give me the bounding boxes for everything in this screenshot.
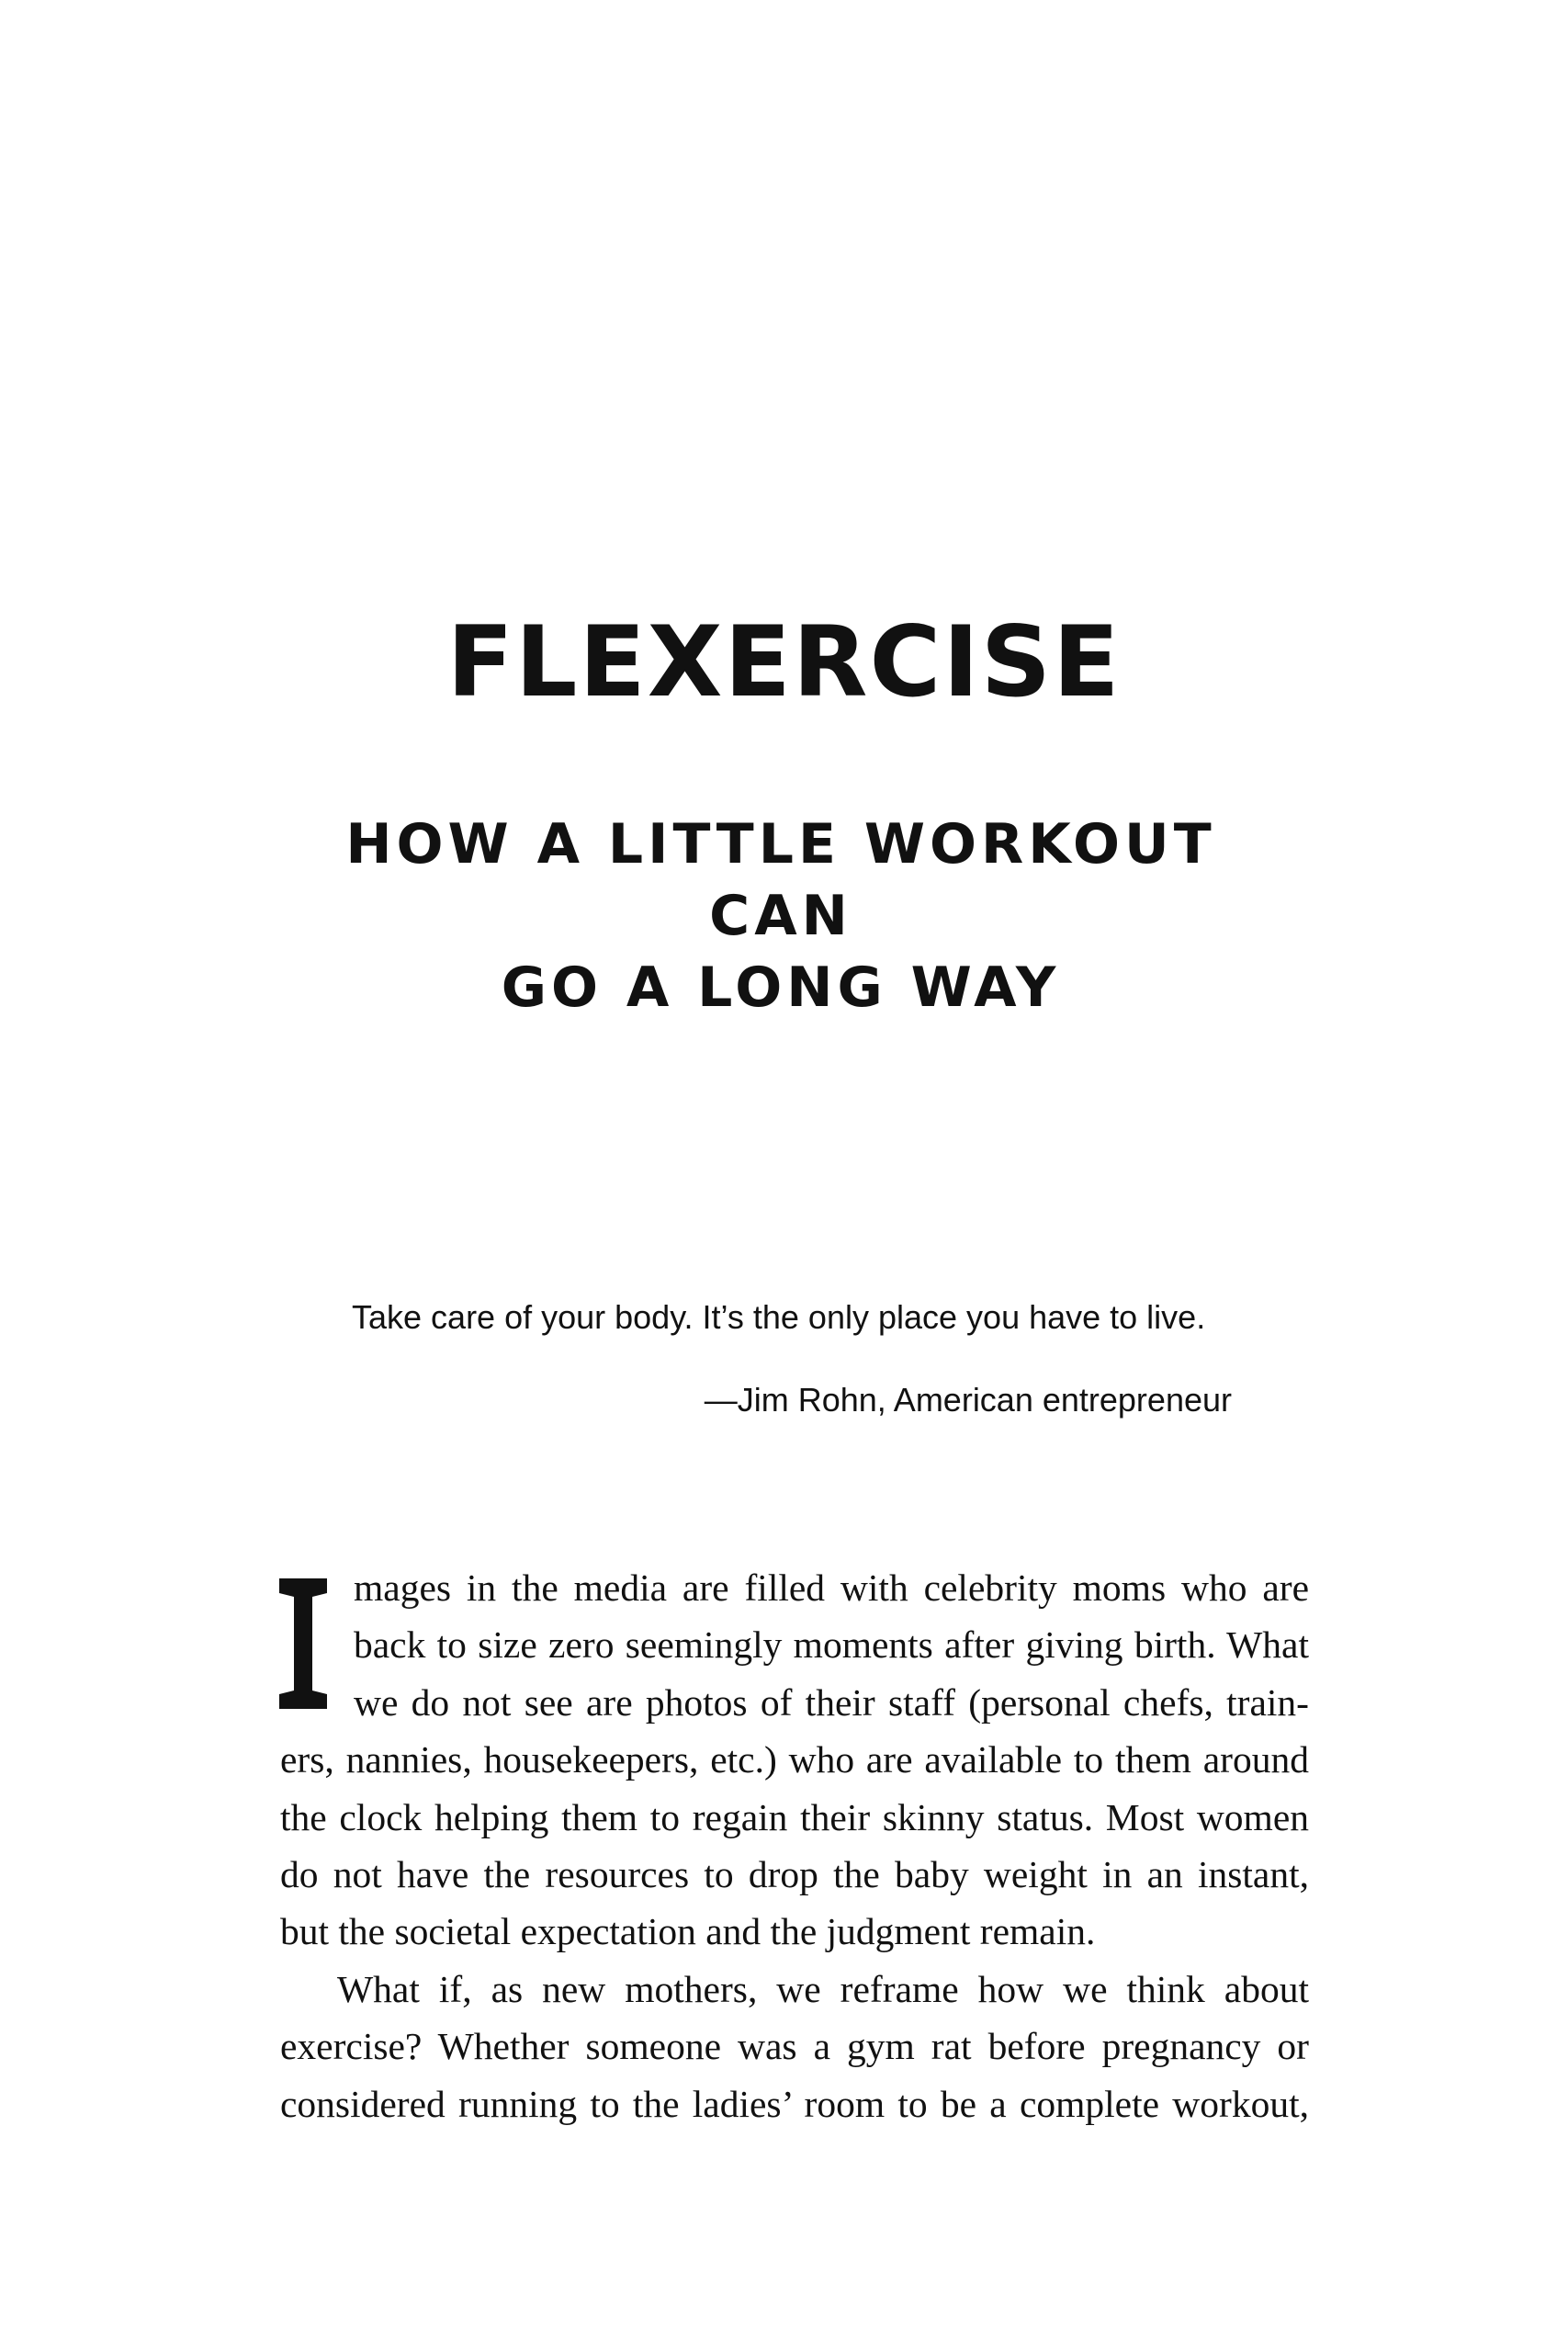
paragraph-line: but the societal expectation and the judgment remain. xyxy=(280,1910,1096,1953)
paragraph-line: mages in the media are filled with celebrity moms who are xyxy=(354,1566,1309,1609)
chapter-subtitle xyxy=(276,808,1286,1023)
paragraph-line: do not have the resources to drop the baby weight in an instant, xyxy=(280,1852,1309,1895)
paragraph-1 xyxy=(280,1559,1309,1961)
chapter-subtitle-line-1: HOW A LITTLE WORKOUT CAN xyxy=(345,812,1216,948)
paragraph-line: exercise? Whether someone was a gym rat before pregnancy or xyxy=(280,2025,1309,2068)
paragraph-line: ers, nannies, housekeepers, etc.) who are available to them around xyxy=(280,1738,1309,1781)
epigraph-quote: Take care of your body. It’s the only place you have to live. xyxy=(352,1298,1206,1336)
body-text xyxy=(280,1559,1309,2132)
paragraph-line: considered running to the ladies’ room to be a complete workout, xyxy=(280,2082,1309,2125)
chapter-title: FLEXERCISE xyxy=(446,605,1122,718)
paragraph-line: back to size zero seemingly moments after giving birth. What xyxy=(354,1623,1309,1667)
paragraph-line: What if, as new mothers, we reframe how we think about xyxy=(337,1967,1309,2010)
chapter-subtitle-line-2: GO A LONG WAY xyxy=(501,956,1061,1020)
paragraph-line: we do not see are photos of their staff (personal chefs, train- xyxy=(354,1680,1309,1724)
epigraph-attribution: —Jim Rohn, American entrepreneur xyxy=(704,1381,1232,1419)
paragraph-2 xyxy=(280,1961,1309,2132)
paragraph-line: the clock helping them to regain their skinny status. Most women xyxy=(280,1795,1309,1838)
